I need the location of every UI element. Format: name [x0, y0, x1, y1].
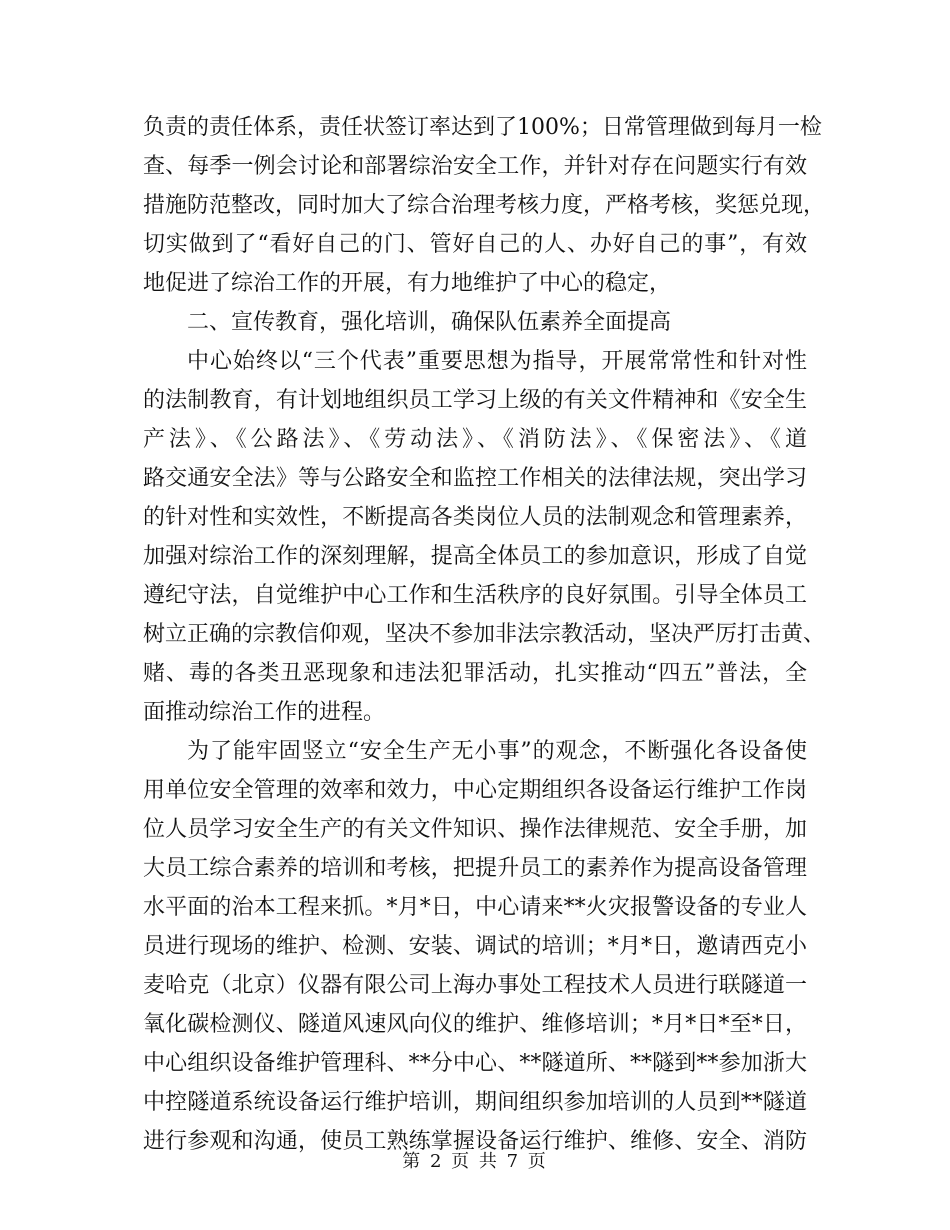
- text-line: 切实做到了“看好自己的门、管好自己的人、办好自己的事”，有效: [143, 232, 807, 257]
- text-line: 措施防范整改，同时加大了综合治理考核力度，严格考核，奖惩兑现，: [143, 193, 826, 218]
- page-number: 第 2 页 共 7 页: [402, 1151, 548, 1172]
- text-line: 地促进了综治工作的开展，有力地维护了中心的稳定，: [143, 271, 672, 296]
- text-line: 水平面的治本工程来抓。*月*日，中心请来**火灾报警设备的专业人: [143, 895, 807, 920]
- paragraph-1: [143, 108, 826, 303]
- text-line: 的法制教育，有计划地组织员工学习上级的有关文件精神和《安全生: [143, 388, 807, 413]
- section-heading: [143, 303, 807, 342]
- text-line: 负责的责任体系，责任状签订率达到了100%；日常管理做到每月一检: [143, 115, 822, 140]
- text-line: 位人员学习安全生产的有关文件知识、操作法律规范、安全手册，加: [143, 817, 807, 842]
- text-line: 路交通安全法》等与公路安全和监控工作相关的法律法规，突出学习: [143, 466, 807, 491]
- paragraph-4: [143, 732, 807, 1161]
- page-footer: [0, 1150, 950, 1174]
- text-line: 中心始终以“三个代表”重要思想为指导，开展常常性和针对性: [187, 349, 807, 374]
- text-line: 二、宣传教育，强化培训，确保队伍素养全面提高: [187, 310, 672, 335]
- text-line: 的针对性和实效性，不断提高各类岗位人员的法制观念和管理素养，: [143, 505, 807, 530]
- text-line: 赌、毒的各类丑恶现象和违法犯罪活动，扎实推动“四五”普法，全: [143, 661, 807, 686]
- text-line: 员进行现场的维护、检测、安装、调试的培训；*月*日，邀请西克小: [143, 934, 807, 959]
- text-line: 加强对综治工作的深刻理解，提高全体员工的参加意识，形成了自觉: [143, 544, 807, 569]
- paragraph-3: [143, 342, 826, 732]
- text-line: 产法》、《公路法》、《劳动法》、《消防法》、《保密法》、《道: [143, 427, 807, 452]
- text-line: 中控隧道系统设备运行维护培训，期间组织参加培训的人员到**隧道: [143, 1090, 807, 1115]
- text-line: 遵纪守法，自觉维护中心工作和生活秩序的良好氛围。引导全体员工: [143, 583, 807, 608]
- text-line: 中心组织设备维护管理科、**分中心、**隧道所、**隧到**参加浙大: [143, 1051, 807, 1076]
- text-line: 大员工综合素养的培训和考核，把提升员工的素养作为提高设备管理: [143, 856, 807, 881]
- text-line: 用单位安全管理的效率和效力，中心定期组织各设备运行维护工作岗: [143, 778, 807, 803]
- text-line: 面推动综治工作的进程。: [143, 700, 386, 725]
- text-line: 查、每季一例会讨论和部署综治安全工作，并针对存在问题实行有效: [143, 154, 807, 179]
- text-line: 为了能牢固竖立“安全生产无小事”的观念，不断强化各设备使: [187, 739, 807, 764]
- text-line: 进行参观和沟通，使员工熟练掌握设备运行维护、维修、安全、消防: [143, 1129, 807, 1154]
- text-line: 树立正确的宗教信仰观，坚决不参加非法宗教活动，坚决严厉打击黄、: [143, 622, 826, 647]
- document-body: [143, 108, 826, 1161]
- text-line: 麦哈克（北京）仪器有限公司上海办事处工程技术人员进行联隧道一: [143, 973, 807, 998]
- text-line: 氧化碳检测仪、隧道风速风向仪的维护、维修培训；*月*日*至*日，: [143, 1012, 807, 1037]
